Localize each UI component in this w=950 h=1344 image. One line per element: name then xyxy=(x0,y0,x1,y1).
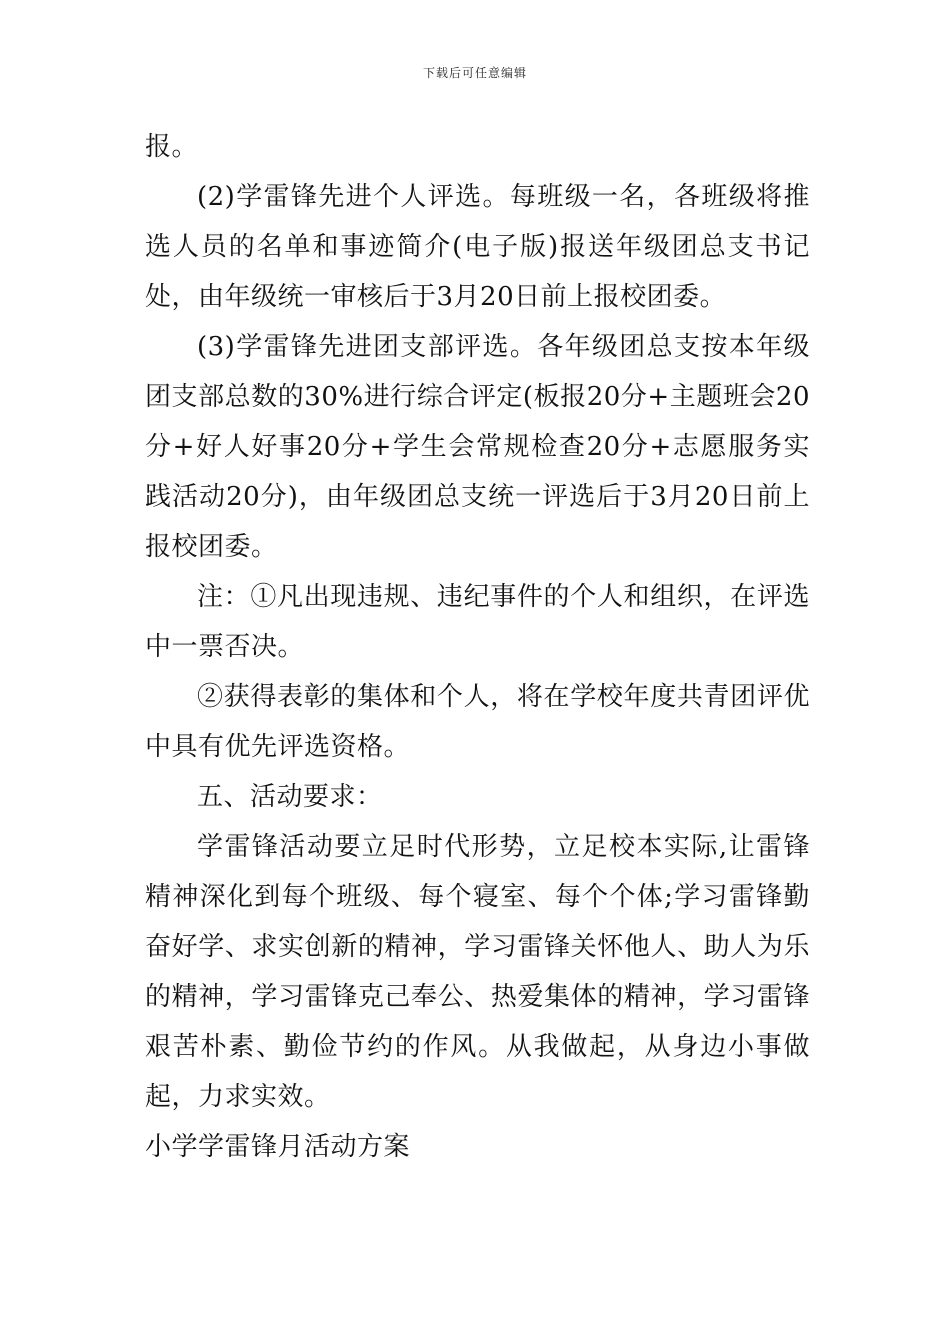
paragraph-note-one: 注：①凡出现违规、违纪事件的个人和组织，在评选中一票否决。 xyxy=(145,582,810,662)
paragraph-continuation: 报。 xyxy=(145,132,199,162)
document-body xyxy=(145,122,810,1172)
section-heading-requirements: 五、活动要求： xyxy=(197,782,383,812)
next-document-title: 小学学雷锋月活动方案 xyxy=(145,1132,411,1162)
paragraph-individual-selection: (2)学雷锋先进个人评选。每班级一名，各班级将推选人员的名单和事迹简介(电子版)报送年级团总支书记处，由年级统一审核后于3月20日前上报校团委。 xyxy=(145,182,810,312)
paragraph-note-two: ②获得表彰的集体和个人，将在学校年度共青团评优中具有优先评选资格。 xyxy=(145,682,810,762)
paragraph-branch-selection: (3)学雷锋先进团支部评选。各年级团总支按本年级团支部总数的30%进行综合评定(板报20分+主题班会20分+好人好事20分+学生会常规检查20分+志愿服务实践活动20分)，由年级团总支统一评选后于3月20日前上报校团委。 xyxy=(145,332,810,562)
paragraph-requirements: 学雷锋活动要立足时代形势，立足校本实际,让雷锋精神深化到每个班级、每个寝室、每个个体;学习雷锋勤奋好学、求实创新的精神，学习雷锋关怀他人、助人为乐的精神，学习雷锋克己奉公、热爱集体的精神，学习雷锋艰苦朴素、勤俭节约的作风。从我做起，从身边小事做起，力求实效。 xyxy=(145,832,810,1112)
page-header: 下载后可任意编辑 xyxy=(422,66,527,80)
